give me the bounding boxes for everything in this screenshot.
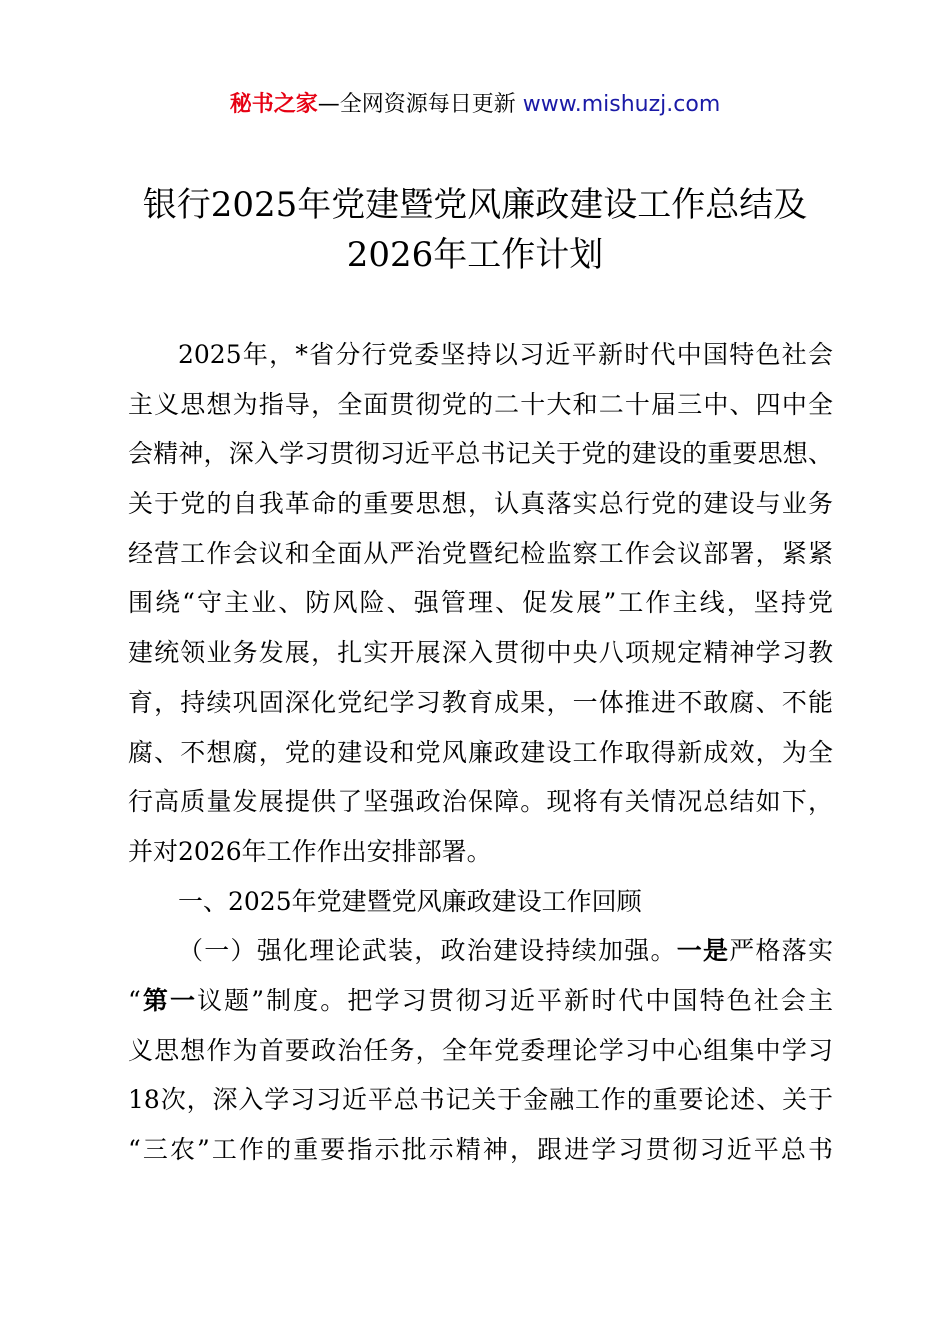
paragraph-1-line-6: 围绕“守主业、防风险、强管理、促发展”工作主线，坚持党 <box>128 588 833 618</box>
subsection-heading: （一）强化理论武装，政治建设持续加强。 <box>178 936 677 966</box>
open-quote: “ <box>128 985 141 1015</box>
paragraph-2-line-4: 18次，深入学习习近平总书记关于金融工作的重要论述、关于 <box>128 1085 833 1115</box>
brand-name: 秘书之家 <box>229 92 318 117</box>
site-url: www.mishuzj.com <box>522 92 721 117</box>
bold-lead-1: 一是 <box>676 936 730 966</box>
paragraph-1-line-2: 主义思想为指导，全面贯彻党的二十大和二十届三中、四中全 <box>128 389 833 419</box>
paragraph-2-line-3: 义思想作为首要政治任务，全年党委理论学习中心组集中学习 <box>128 1035 833 1065</box>
paragraph-1-line-11: 并对2026年工作作出安排部署。 <box>128 836 492 866</box>
paragraph-1-line-10: 行高质量发展提供了坚强政治保障。现将有关情况总结如下， <box>128 787 833 817</box>
paragraph-1-line-5: 经营工作会议和全面从严治党暨纪检监察工作会议部署，紧紧 <box>128 538 833 568</box>
paragraph-1-line-9: 腐、不想腐，党的建设和党风廉政建设工作取得新成效，为全 <box>128 737 833 767</box>
document-title <box>100 180 850 280</box>
paragraph-1-line-7: 建统领业务发展，扎实开展深入贯彻中央八项规定精神学习教 <box>128 638 833 668</box>
section-1-heading: 一、2025年党建暨党风廉政建设工作回顾 <box>178 886 642 916</box>
document-body <box>128 330 833 1175</box>
paragraph-2-line-1 <box>128 926 833 976</box>
paragraph-1-line-1: 2025年，*省分行党委坚持以习近平新时代中国特色社会 <box>178 340 833 369</box>
header-slogan: —全网资源每日更新 <box>317 92 523 117</box>
paragraph-2-line-2 <box>128 976 833 1026</box>
title-line-2: 2026年工作计划 <box>346 235 604 275</box>
title-line-1: 银行2025年党建暨党风廉政建设工作总结及 <box>142 185 808 225</box>
paragraph-2-line-5: “三农”工作的重要指示批示精神，跟进学习贯彻习近平总书 <box>128 1135 833 1164</box>
site-header <box>0 88 950 122</box>
bold-lead-2: 第一 <box>140 985 198 1015</box>
paragraph-1-line-8: 育，持续巩固深化党纪学习教育成果，一体推进不敢腐、不能 <box>128 687 833 717</box>
paragraph-2-line-1-tail: 严格落实 <box>729 936 833 966</box>
paragraph-1-line-3: 会精神，深入学习贯彻习近平总书记关于党的建设的重要思想、 <box>128 439 833 469</box>
paragraph-2-line-2-tail: 议题”制度。把学习贯彻习近平新时代中国特色社会主 <box>197 985 833 1015</box>
paragraph-1-line-4: 关于党的自我革命的重要思想，认真落实总行党的建设与业务 <box>128 489 833 519</box>
